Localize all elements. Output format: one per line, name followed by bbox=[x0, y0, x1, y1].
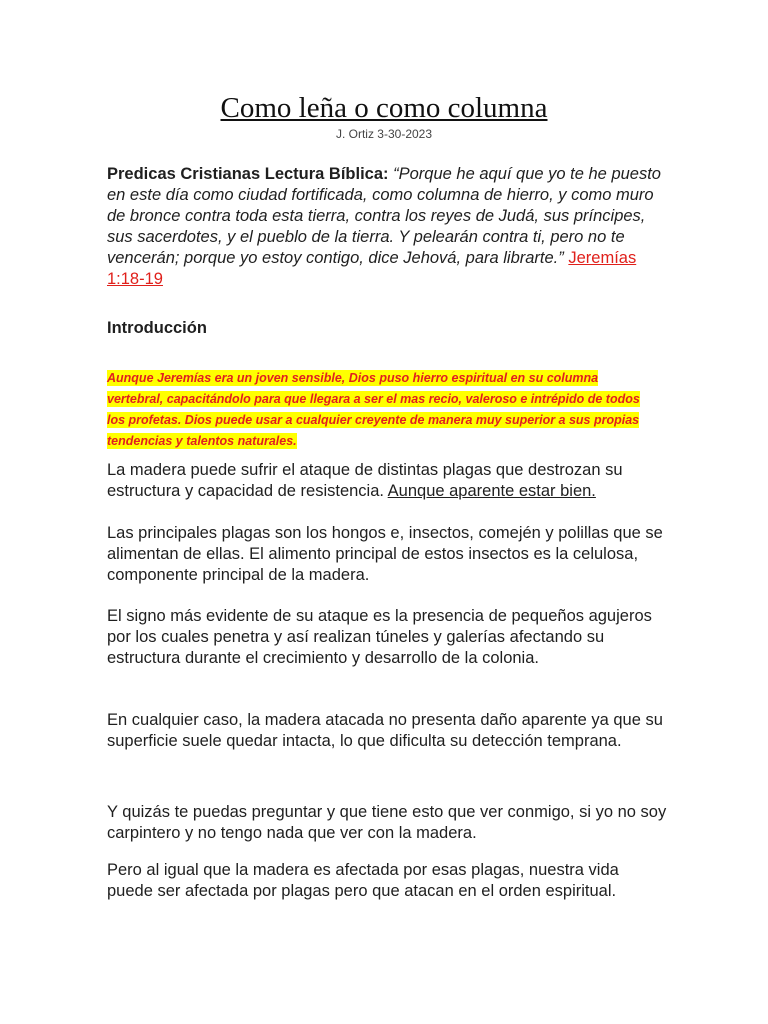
lead-paragraph bbox=[107, 164, 667, 290]
highlighted-note-text: Aunque Jeremías era un joven sensible, Dios puso hierro espiritual en su columna vertebral, capacitándolo para que llegara a ser el mas recio, valeroso e intrépido de todos los profetas. Dios puede usar a cualquier creyente de manera muy superior a sus propias tendencias y talentos naturales. bbox=[107, 371, 640, 448]
paragraph-2: Las principales plagas son los hongos e, insectos, comején y polillas que se alimentan de ellas. El alimento principal de estos insectos es la celulosa, componente principal de la madera. bbox=[107, 524, 663, 584]
intro-heading: Introducción bbox=[107, 319, 207, 337]
paragraph-6: Pero al igual que la madera es afectada por esas plagas, nuestra vida puede ser afectada por plagas pero que atacan en el orden espiritual. bbox=[107, 861, 619, 900]
scripture-reference-link[interactable]: Jeremías 1:18-19 bbox=[107, 249, 637, 288]
paragraph-1 bbox=[107, 460, 667, 502]
paragraph-1-text: La madera puede sufrir el ataque de distintas plagas que destrozan su estructura y capacidad de resistencia. bbox=[107, 461, 623, 500]
scripture-quote: “Porque he aquí que yo te he puesto en este día como ciudad fortificada, como columna de hierro, y como muro de bronce contra toda esta tierra, contra los reyes de Judá, sus príncipes, sus sacerdotes, y el pueblo de la tierra. Y pelearán contra ti, pero no te vencerán; porque yo estoy contigo, dice Jehová, para librarte.” bbox=[107, 165, 661, 267]
paragraph-3: El signo más evidente de su ataque es la presencia de pequeños agujeros por los cuales penetra y así realizan túneles y galerías afectando su estructura durante el crecimiento y desarrollo de la colonia. bbox=[107, 607, 652, 667]
highlighted-note bbox=[107, 368, 655, 452]
page-title: Como leña o como columna bbox=[220, 92, 548, 124]
lead-label: Predicas Cristianas Lectura Bíblica: bbox=[107, 165, 389, 183]
author-date: J. Ortiz 3-30-2023 bbox=[335, 127, 433, 141]
paragraph-1-underlined: Aunque aparente estar bien. bbox=[387, 482, 596, 500]
paragraph-5: Y quizás te puedas preguntar y que tiene esto que ver conmigo, si yo no soy carpintero y no tengo nada que ver con la madera. bbox=[107, 803, 667, 842]
paragraph-4: En cualquier caso, la madera atacada no presenta daño aparente ya que su superficie suele quedar intacta, lo que dificulta su detección temprana. bbox=[107, 711, 663, 750]
